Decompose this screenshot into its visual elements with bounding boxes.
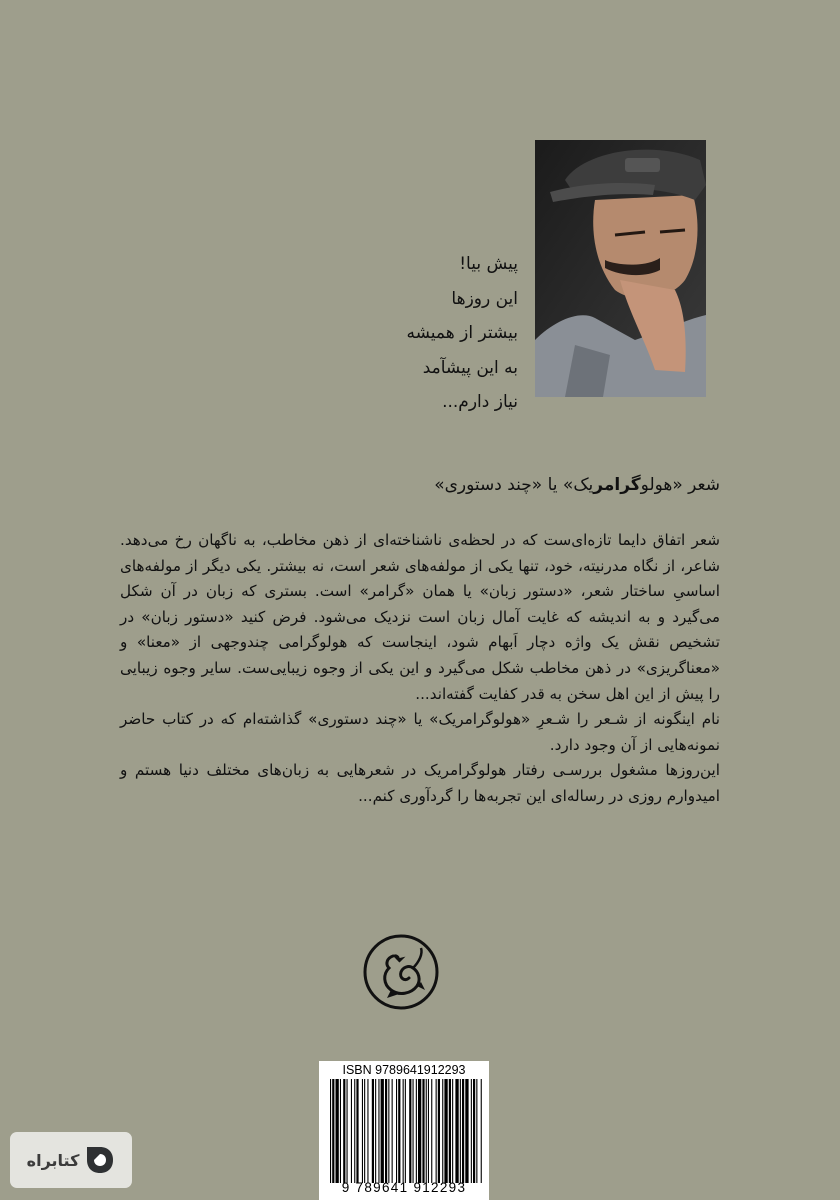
barcode-bar bbox=[460, 1079, 461, 1183]
author-photo bbox=[535, 140, 706, 397]
barcode-bar bbox=[418, 1079, 421, 1183]
barcode-bar bbox=[449, 1079, 451, 1183]
barcode-bar bbox=[413, 1079, 414, 1183]
barcode-bar bbox=[351, 1079, 352, 1183]
barcode-bar bbox=[416, 1079, 417, 1183]
barcode-bar bbox=[332, 1079, 334, 1183]
subtitle-suffix: یک» یا «چند دستوری» bbox=[434, 475, 594, 495]
barcode-bar bbox=[392, 1079, 393, 1183]
barcode-bar bbox=[452, 1079, 453, 1183]
barcode-bar bbox=[462, 1079, 464, 1183]
barcode-bar bbox=[436, 1079, 437, 1183]
barcode-bar bbox=[422, 1079, 424, 1183]
barcode-bar bbox=[409, 1079, 411, 1183]
barcode-bar bbox=[476, 1079, 477, 1183]
barcode-bar bbox=[375, 1079, 376, 1183]
barcode-bar bbox=[465, 1079, 468, 1183]
barcode-bar bbox=[438, 1079, 440, 1183]
barcode-bar bbox=[340, 1079, 341, 1183]
barcode-bar bbox=[381, 1079, 384, 1183]
poem-line: پیش بیا! bbox=[459, 254, 518, 274]
barcode-bar bbox=[398, 1079, 400, 1183]
barcode-bar bbox=[378, 1079, 379, 1183]
poem-line: به این پیشآمد bbox=[422, 357, 518, 378]
barcode-bar bbox=[354, 1079, 355, 1183]
poem-line: بیشتر از همیشه bbox=[406, 323, 518, 343]
barcode-bar bbox=[431, 1079, 432, 1183]
barcode-bar bbox=[428, 1079, 429, 1183]
barcode-bar bbox=[405, 1079, 406, 1183]
isbn-label: ISBN 9789641912293 bbox=[342, 1063, 466, 1077]
barcode-bar bbox=[471, 1079, 472, 1183]
watermark-text: کتابراه bbox=[26, 1150, 80, 1170]
description bbox=[120, 528, 720, 810]
poem-line: این روزها bbox=[451, 288, 518, 309]
description-paragraph: نام اینگونه از شـعر را شـعرِ «هولوگرامریک» یا «چند دستوری» گذاشته‌ام که در کتاب حاضر نمونه‌هایی از آن وجود دارد. bbox=[120, 710, 720, 754]
bird-logo-icon bbox=[363, 934, 439, 1010]
barcode-bar bbox=[343, 1079, 345, 1183]
barcode-bar bbox=[372, 1079, 374, 1183]
barcode-bar bbox=[473, 1079, 475, 1183]
description-paragraph: این‌روزها مشغول بررسـی رفتار هولوگرامریک در شعرهایی به زبان‌های مختلف دنیا هستم و امیدوارم روزی در رساله‌ای این تجربه‌ها را گردآوری کنم... bbox=[120, 761, 720, 805]
description-paragraph: شعر اتفاق دایما تازه‌ای‌ست که در لحظه‌ی ناشناخته‌ای از ذهن مخاطب، به ناگهان رخ می‌دهد. شاعر، از نگاه مدرنیته، خود، تنها یکی از مولفه‌های شعر است، نه بیشتر. یکی دیگر از مولفه‌های اساسیِ ساختار شعر، «دستور زبان» یا همان «گرامر» است. بستری که زبان در آن شکل می‌گیرد و به اندیشه که غایت آمال زبان است نزدیک می‌شود. فرض کنید «دستور زبان» در تشخیص نقش یک واژه دچار اَبهام شود، اینجاست که هولوگرامی چندوجهی از «معنا» و «معناگریزی» در ذهن مخاطب شکل می‌گیرد و این یکی از وجوه زیبایی‌ست. سایر وجوه زیبایی را پیش از این اهل سخن به قدر کفایت گفته‌اند... bbox=[120, 531, 720, 703]
subtitle bbox=[80, 475, 720, 495]
barcode-bar bbox=[481, 1079, 482, 1183]
barcode-bar bbox=[330, 1079, 331, 1183]
poem bbox=[318, 247, 518, 420]
barcode-bar bbox=[388, 1079, 389, 1183]
barcode-bar bbox=[347, 1079, 348, 1183]
barcode-bar bbox=[444, 1079, 447, 1183]
barcode-bar bbox=[336, 1079, 339, 1183]
barcode-bar bbox=[455, 1079, 458, 1183]
barcode-bar bbox=[364, 1079, 365, 1183]
subtitle-bold: گرامر bbox=[593, 475, 641, 495]
barcode-bar bbox=[356, 1079, 358, 1183]
barcode-bar bbox=[403, 1079, 404, 1183]
barcode-bar bbox=[362, 1079, 363, 1183]
barcode-bars bbox=[330, 1079, 482, 1183]
barcode-bar bbox=[385, 1079, 387, 1183]
barcode-bar bbox=[396, 1079, 397, 1183]
poem-line: نیاز دارم... bbox=[442, 392, 518, 412]
barcode-bar bbox=[367, 1079, 368, 1183]
barcode-bar bbox=[442, 1079, 443, 1183]
ketabrah-logo-icon bbox=[85, 1145, 115, 1175]
watermark bbox=[10, 1132, 132, 1188]
isbn-digits: 9 789641 912293 bbox=[341, 1180, 467, 1195]
subtitle-prefix: شعر «هولو bbox=[640, 475, 720, 495]
barcode-bar bbox=[426, 1079, 427, 1183]
